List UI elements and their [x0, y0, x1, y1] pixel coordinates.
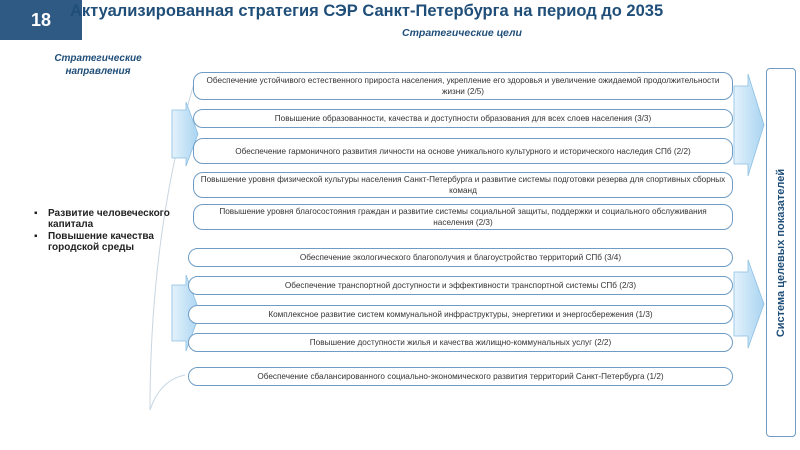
- goal-box: Обеспечение транспортной доступности и эффективности транспортной системы СПб (2/3): [188, 276, 733, 295]
- goal-box: Комплексное развитие систем коммунальной инфраструктуры, энергетики и энергосбережения (1/3): [188, 305, 733, 324]
- direction-label: Повышение качества городской среды: [48, 231, 154, 253]
- indicators-system-label: Система целевых показателей: [775, 168, 787, 337]
- list-item: [30, 209, 170, 230]
- list-item: [30, 232, 170, 253]
- page-title: Актуализированная стратегия СЭР Санкт-Петербурга на период до 2035: [70, 2, 664, 20]
- indicators-system-panel: [766, 68, 796, 437]
- right-arrow: [734, 260, 764, 348]
- page-subtitle: Стратегические цели: [402, 27, 522, 39]
- goal-box: Обеспечение экологического благополучия и благоустройство территорий СПб (3/4): [188, 248, 733, 267]
- bullet-icon: ▪: [34, 231, 38, 242]
- right-arrow: [734, 74, 764, 176]
- page-number: 18: [0, 0, 82, 40]
- curve-line: [150, 375, 185, 410]
- directions-label: Стратегические направления: [54, 53, 142, 77]
- goal-box: Повышение уровня физической культуры населения Санкт-Петербурга и развитие системы подготовки резерва для спортивных сборных команд: [193, 172, 733, 198]
- goal-box: Повышение доступности жилья и качества жилищно-коммунальных услуг (2/2): [188, 333, 733, 352]
- goal-box: Обеспечение гармоничного развития личности на основе уникального культурного и исторического наследия СПб (2/2): [193, 138, 733, 164]
- goal-box: Обеспечение сбалансированного социально-экономического развития территорий Санкт-Петербурга (1/2): [188, 367, 733, 386]
- directions-list: [30, 209, 170, 255]
- goal-box: Обеспечение устойчивого естественного прироста населения, укрепление его здоровья и увеличение ожидаемой продолжительности жизни (2/5): [193, 72, 733, 100]
- goal-box: Повышение образованности, качества и доступности образования для всех слоев населения (3/3): [193, 109, 733, 128]
- bullet-icon: ▪: [34, 208, 38, 219]
- direction-label: Развитие человеческого капитала: [48, 208, 170, 230]
- goal-box: Повышение уровня благосостояния граждан и развитие системы социальной защиты, поддержки и социального обслуживания населения (2/3): [193, 204, 733, 230]
